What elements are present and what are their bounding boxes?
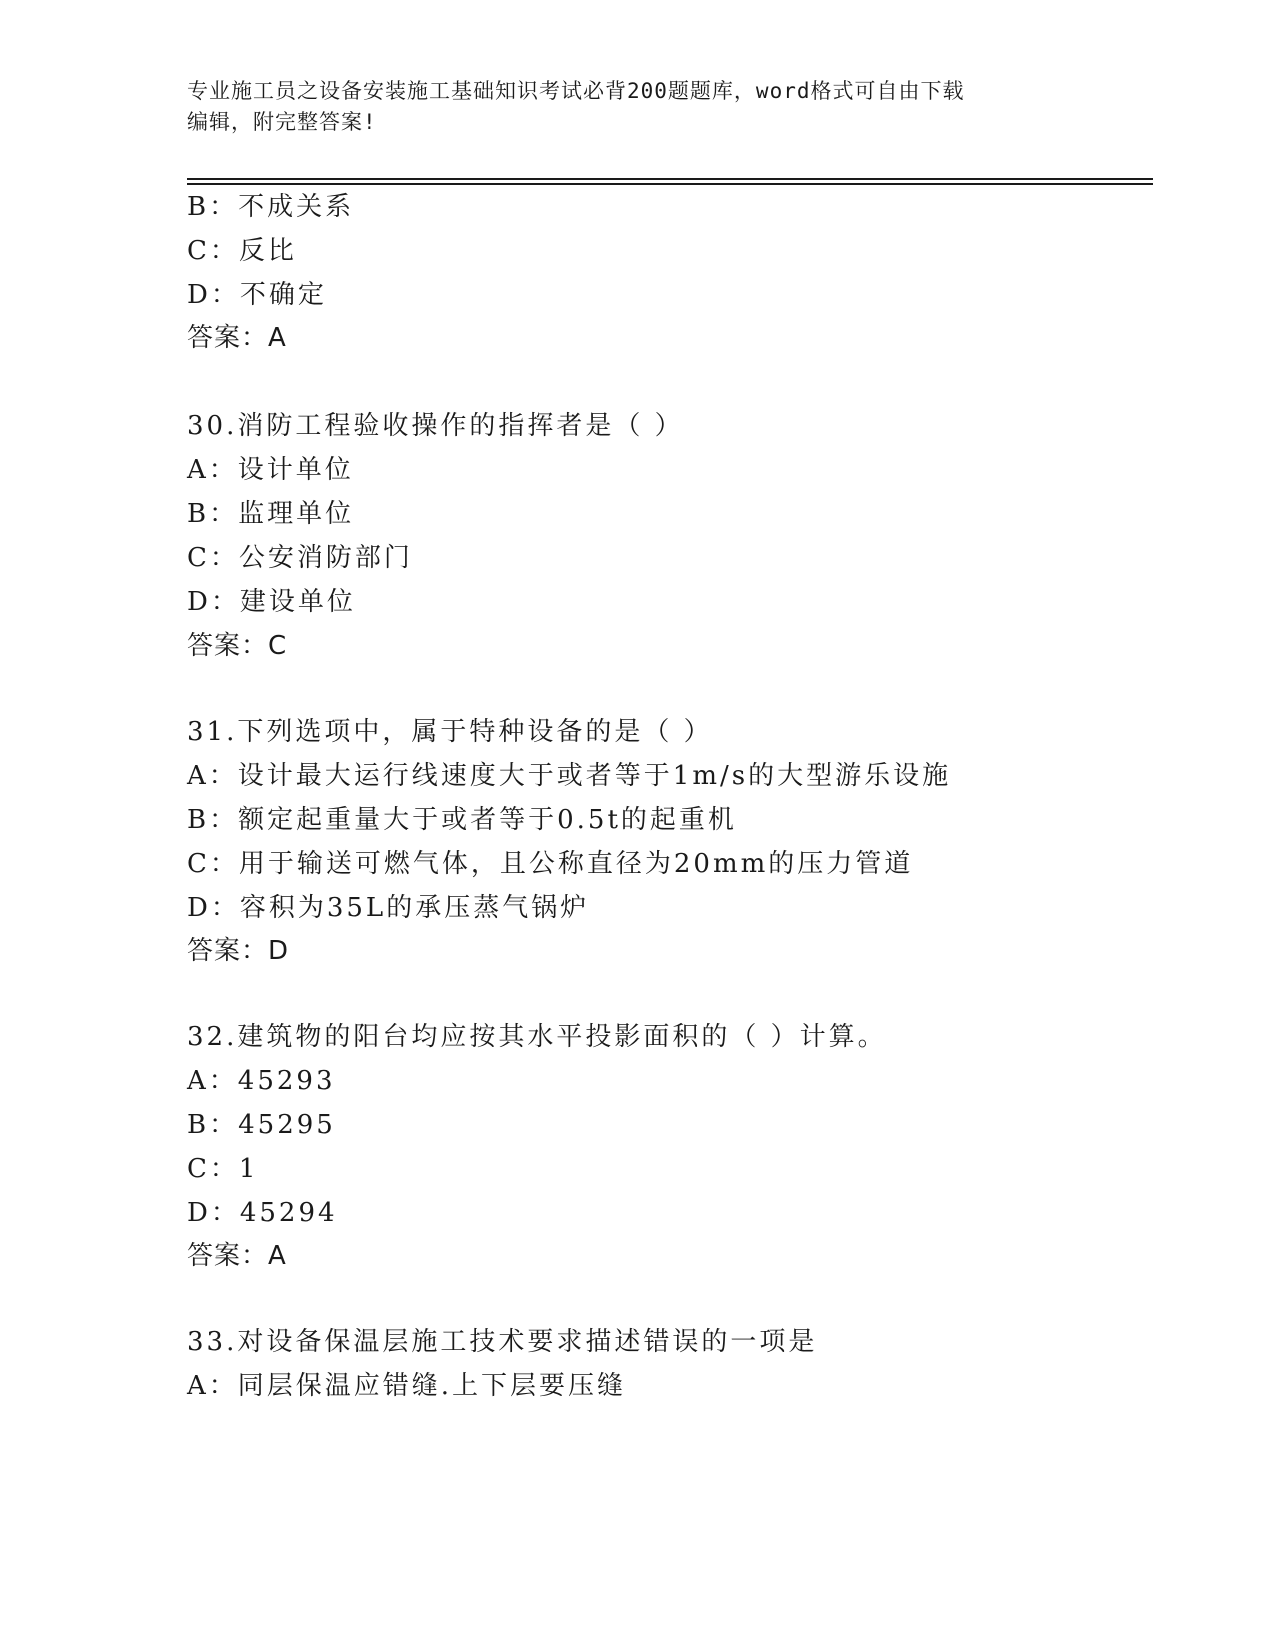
- q31-option-b: B：额定起重量大于或者等于0.5t的起重机: [187, 805, 737, 835]
- q32-option-d: D：45294: [187, 1198, 338, 1228]
- header-divider-top: [187, 178, 1153, 180]
- q30-option-a: A：设计单位: [187, 455, 354, 485]
- q32-stem: 32.建筑物的阳台均应按其水平投影面积的（ ）计算。: [187, 1022, 887, 1052]
- q30-option-c: C：公安消防部门: [187, 543, 413, 573]
- q32-answer: 答案：A: [187, 1241, 287, 1271]
- q32-option-c: C：1: [187, 1154, 259, 1184]
- q30-stem: 30.消防工程验收操作的指挥者是（ ）: [187, 411, 684, 441]
- q29-answer: 答案：A: [187, 323, 287, 353]
- q30-option-b: B：监理单位: [187, 499, 355, 529]
- q29-option-b: B：不成关系: [187, 192, 355, 222]
- header-divider-bottom: [187, 183, 1153, 185]
- header-title-line-2: 编辑，附完整答案!: [187, 110, 377, 134]
- q30-answer: 答案：C: [187, 631, 288, 661]
- q31-option-c: C：用于输送可燃气体，且公称直径为20mm的压力管道: [187, 849, 914, 879]
- q31-option-a: A：设计最大运行线速度大于或者等于1m/s的大型游乐设施: [187, 761, 952, 791]
- q31-option-d: D：容积为35L的承压蒸气锅炉: [187, 893, 590, 923]
- q32-option-a: A：45293: [187, 1066, 336, 1096]
- q32-option-b: B：45295: [187, 1110, 336, 1140]
- q33-option-a: A：同层保温应错缝.上下层要压缝: [187, 1371, 627, 1401]
- q31-stem: 31.下列选项中，属于特种设备的是（ ）: [187, 717, 713, 747]
- q31-answer: 答案：D: [187, 936, 290, 966]
- q29-option-d: D：不确定: [187, 280, 327, 310]
- q33-stem: 33.对设备保温层施工技术要求描述错误的一项是: [187, 1327, 818, 1357]
- q29-option-c: C：反比: [187, 236, 297, 266]
- header-title-line-1: 专业施工员之设备安装施工基础知识考试必背200题题库，word格式可自由下载: [187, 79, 965, 103]
- q30-option-d: D：建设单位: [187, 587, 356, 617]
- document-header: [187, 76, 1087, 138]
